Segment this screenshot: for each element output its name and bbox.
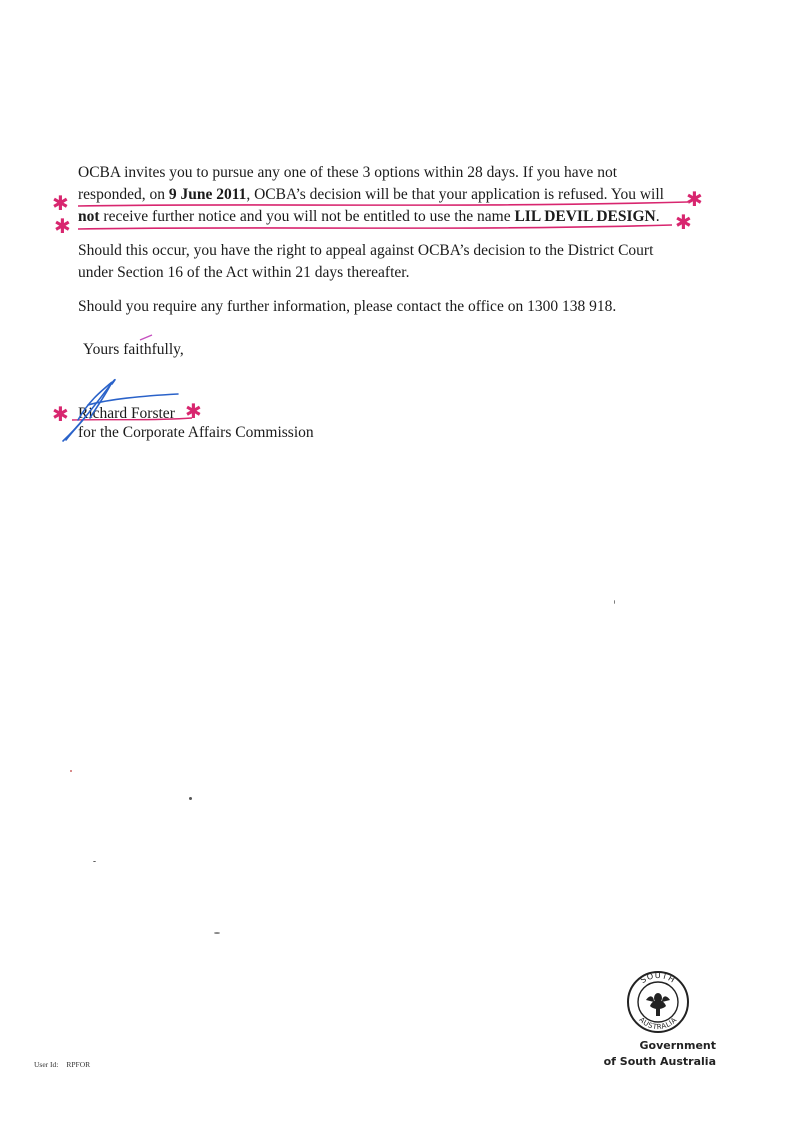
scan-speck [93,861,96,862]
user-id-footer [34,1060,98,1069]
scan-speck [214,932,220,934]
scan-speck [70,770,72,772]
paragraph-options [78,162,718,228]
scan-speck [614,600,615,604]
government-line-2: of South Australia [603,1055,716,1068]
paragraph-contact [78,296,718,318]
user-id-value: RPFOR [66,1060,91,1069]
business-name: LIL DEVIL DESIGN [514,208,656,225]
paragraph-options-line-3: not receive further notice and you will not be entitled to use the name LIL DEVIL DESIGN. [78,208,660,225]
government-line-1: Government [639,1039,716,1052]
asterisk-mark-signatory-left: ✱ [52,402,69,426]
asterisk-mark-signatory-right: ✱ [185,399,202,423]
pen-tick [140,335,152,340]
paragraph-options-line-1: OCBA invites you to pursue any one of these 3 options within 28 days. If you have not [78,164,617,181]
scan-speck [189,797,192,800]
paragraph-appeal-line-2: under Section 16 of the Act within 21 days thereafter. [78,264,410,281]
paragraph-appeal-line-1: Should this occur, you have the right to appeal against OCBA’s decision to the District Court [78,242,654,259]
seal-text-bottom: AUSTRALIA [637,1015,679,1032]
closing-salutation: Yours faithfully, [83,341,184,358]
user-id-label: User Id: [34,1060,59,1069]
government-wordmark [598,1038,716,1070]
asterisk-mark-right-2: ✱ [675,210,692,234]
asterisk-mark-right-1: ✱ [686,187,703,211]
asterisk-mark-left-2: ✱ [54,214,71,238]
signatory-title: for the Corporate Affairs Commission [78,424,314,441]
deadline-date: 9 June 2011 [168,186,247,203]
paragraph-options-line-2: responded, on 9 June 2011, OCBA’s decision will be that your application is refused. You will [78,186,664,203]
svg-text:SOUTH [639,971,677,985]
paragraph-appeal [78,240,718,284]
not-emphasis: not [78,208,100,225]
south-australia-seal-icon [620,968,696,1038]
asterisk-mark-left-1: ✱ [52,191,69,215]
signatory-name: Richard Forster [78,405,175,422]
paragraph-contact-line: Should you require any further information, please contact the office on 1300 138 918. [78,298,617,315]
seal-text-top: SOUTH [638,970,678,986]
